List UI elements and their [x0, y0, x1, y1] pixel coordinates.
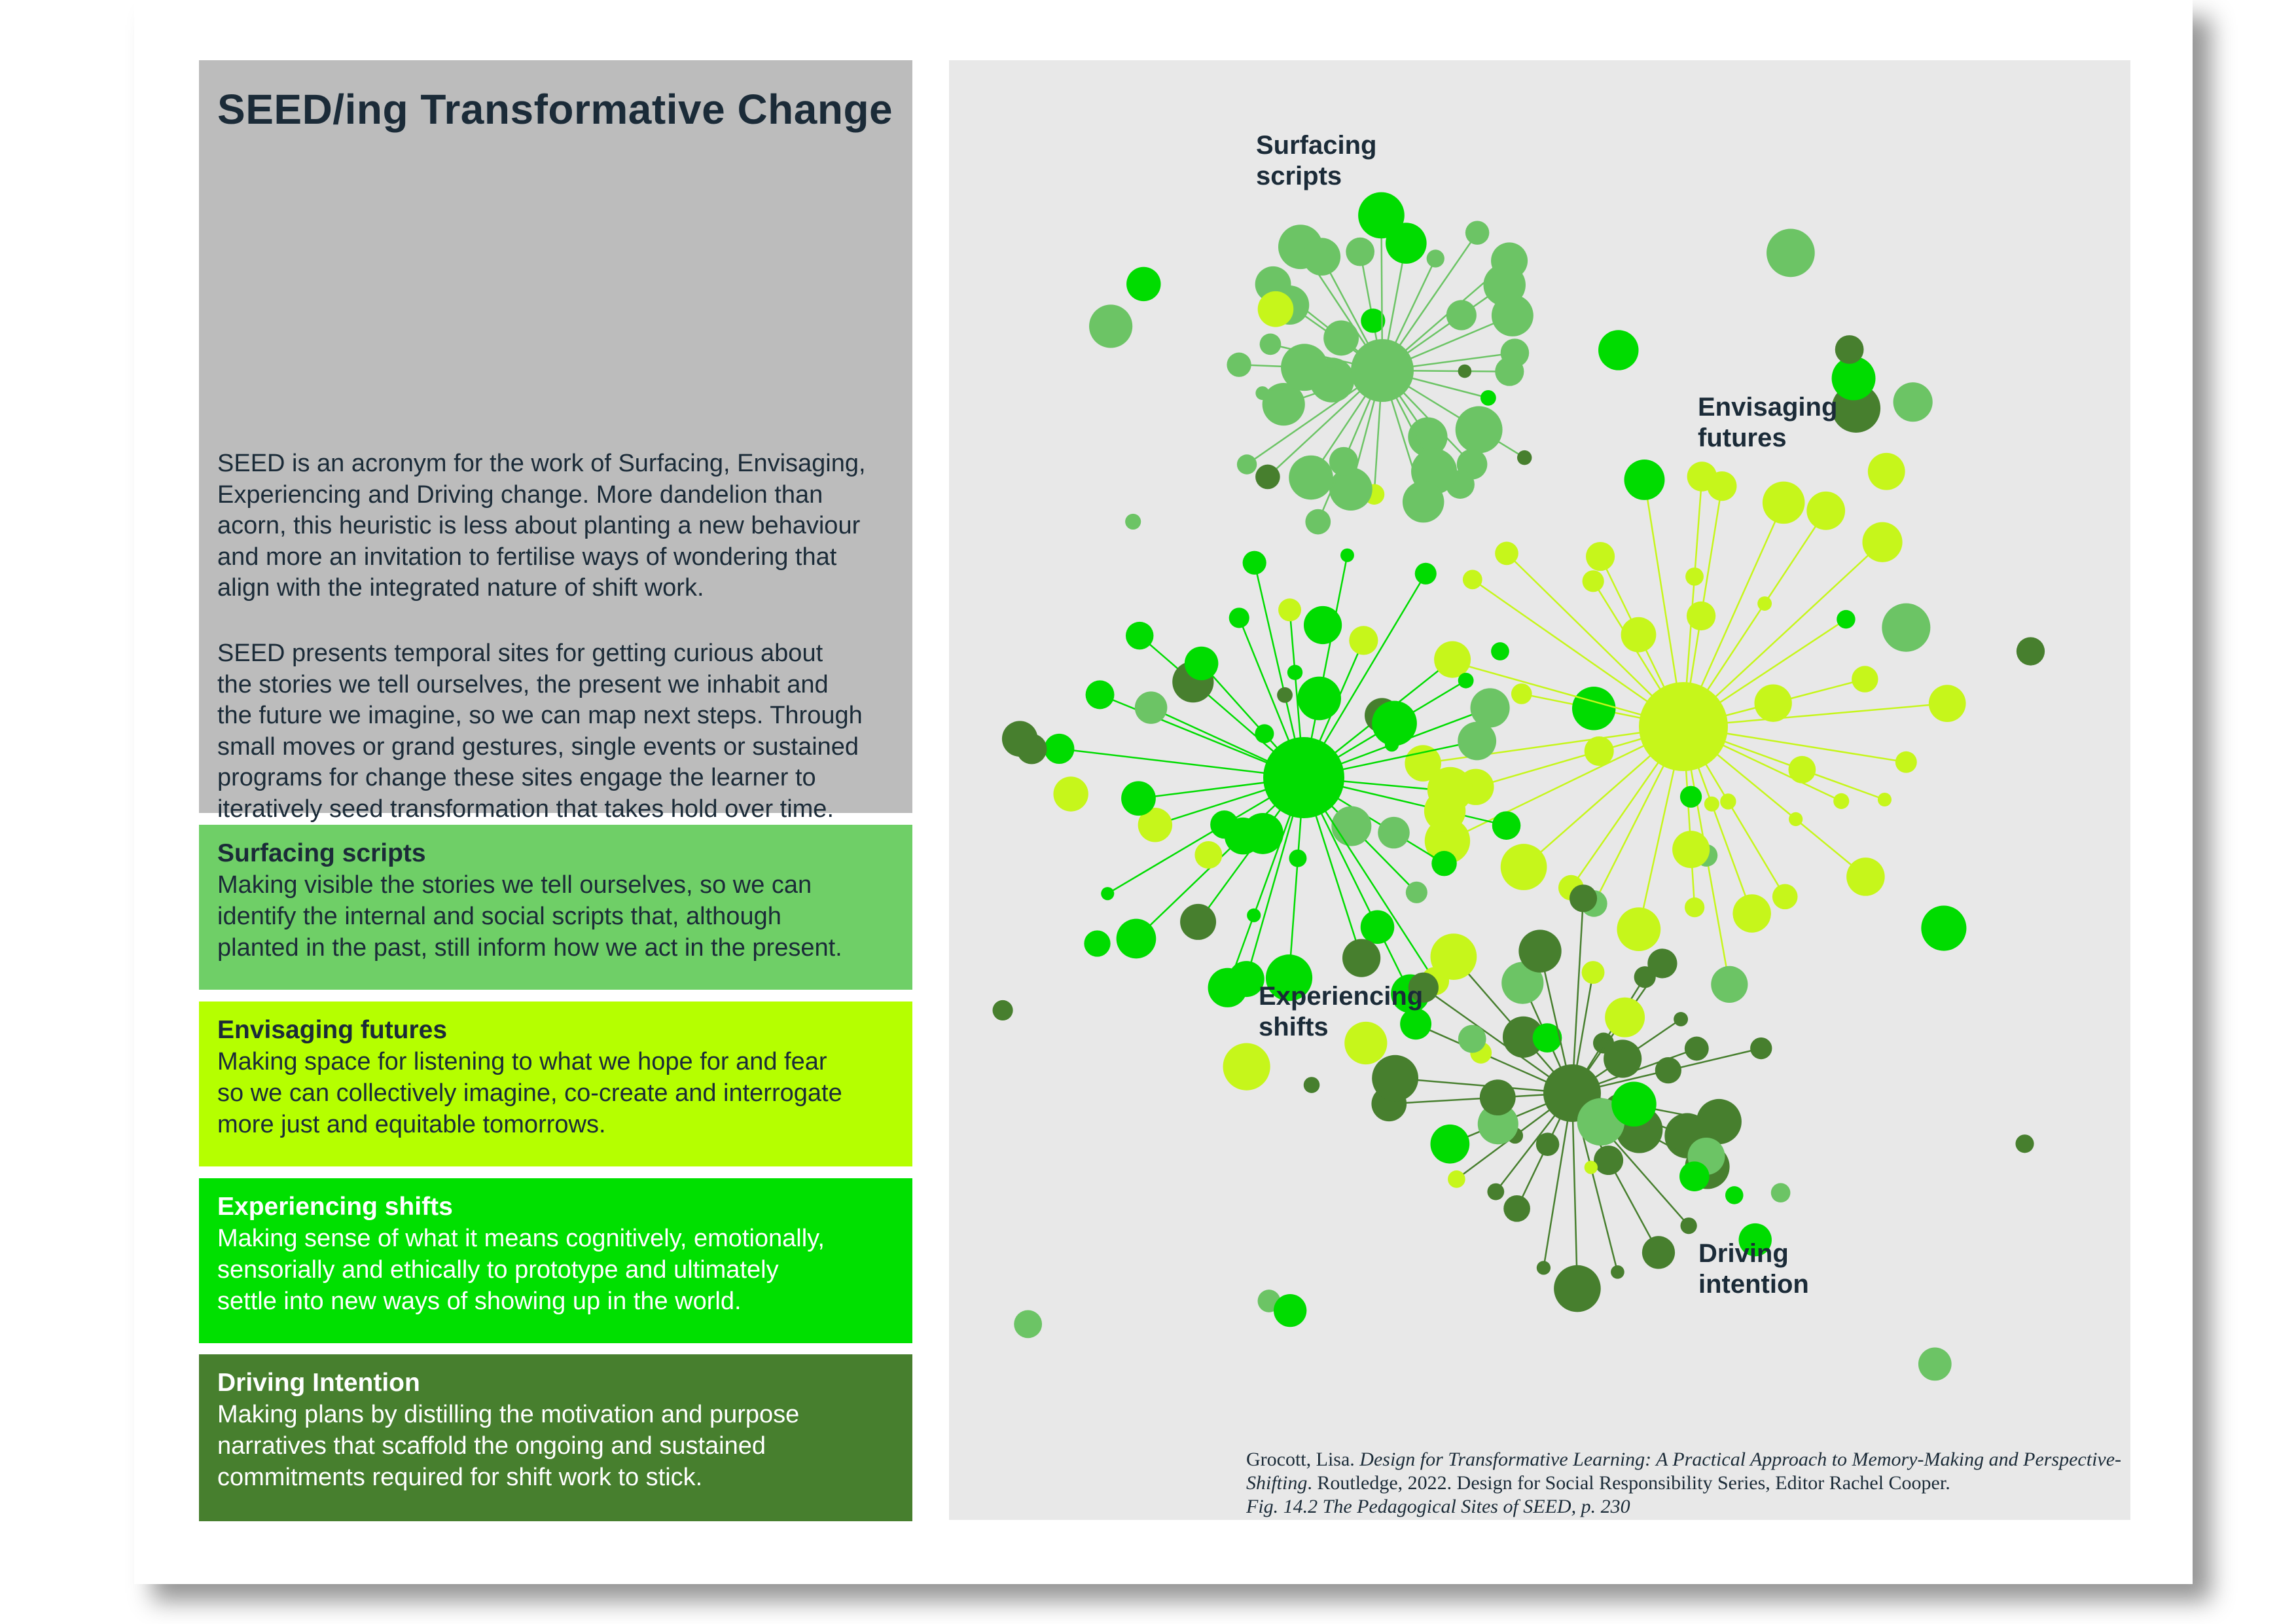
seed-dot: [1672, 831, 1710, 868]
seed-dot: [1260, 334, 1282, 355]
stray-seed-dot: [1084, 930, 1110, 956]
seed-dot: [1434, 641, 1471, 678]
stray-seed-dot: [1491, 642, 1509, 660]
label-driving-intention: Driving intention: [1698, 1239, 1809, 1299]
seed-dot: [1281, 344, 1328, 391]
seed-dot: [1511, 683, 1532, 704]
seed-dot: [1458, 365, 1472, 378]
seed-dot: [1329, 447, 1358, 476]
intro-paragraph-2: SEED presents temporal sites for getting curious about the stories we tell ourselves, the present we inhabit and the future we imagine, so we can map next steps. Through small moves or grand gestures, single events or sustained programs for change these sites engage the learner to iteratively seed transformation that takes hold over time.: [217, 640, 863, 823]
site-card-surfacing: [199, 825, 912, 990]
seed-dot: [1346, 238, 1374, 266]
stray-seed-dot: [1258, 291, 1294, 327]
seed-dot: [1448, 1170, 1465, 1188]
stray-seed-dot: [1868, 453, 1905, 490]
seed-dot: [1361, 910, 1395, 944]
seed-dot: [1243, 551, 1266, 575]
seed-dot: [1754, 684, 1791, 721]
seed-dot: [1617, 907, 1660, 951]
label-surfacing-scripts: Surfacing scripts: [1256, 131, 1377, 190]
seed-dot: [1711, 966, 1748, 1003]
stray-seed-dot: [2017, 637, 2045, 665]
stray-seed-dot: [1002, 721, 1038, 757]
seed-dot: [1492, 811, 1521, 840]
seed-dot: [1674, 1012, 1688, 1026]
seed-dot: [1386, 223, 1427, 264]
site-heading: Surfacing scripts: [217, 839, 426, 867]
site-body: Making sense of what it means cognitively, emotionally, sensorially and ethically to prototype and ultimately settle into new ways of showing up in the world.: [217, 1225, 825, 1315]
seed-dot: [1227, 353, 1251, 377]
seed-dot: [1121, 781, 1156, 816]
seed-dot: [1349, 626, 1378, 655]
seed-dot: [1685, 1037, 1709, 1061]
seed-dot: [1229, 607, 1249, 628]
seed-dot: [1431, 933, 1477, 980]
seed-dot: [1582, 961, 1605, 984]
seed-dot: [1647, 948, 1677, 978]
seed-dot: [1501, 844, 1547, 890]
stray-seed-dot: [1771, 1183, 1791, 1202]
dandelion-svg: [949, 60, 2130, 1520]
seed-dot: [1342, 939, 1380, 977]
seed-dot: [1403, 481, 1444, 523]
stray-seed-dot: [1680, 786, 1702, 808]
seed-dot: [1430, 1125, 1469, 1164]
site-heading: Driving Intention: [217, 1369, 420, 1397]
stray-seed-dot: [1194, 841, 1222, 869]
seed-dot: [1594, 1146, 1623, 1175]
seed-dot: [1585, 1161, 1598, 1174]
seed-dot: [1255, 386, 1269, 400]
stray-seed-dot: [1725, 1186, 1744, 1204]
seed-dot: [1763, 482, 1805, 524]
seed-dot: [1237, 454, 1257, 474]
seed-dot: [1495, 542, 1518, 566]
stray-seed-dot: [1921, 905, 1966, 950]
stray-seed-dot: [1893, 382, 1933, 422]
citation-title: Design for Transformative Learning: A Practical Approach to Memory-Making and Perspective-Shifting: [1246, 1449, 2122, 1494]
stray-seed-dot: [1053, 776, 1088, 811]
stray-seed-dot: [1598, 330, 1638, 370]
seed-dot: [1372, 1055, 1418, 1102]
site-heading: Experiencing shifts: [217, 1193, 453, 1221]
seed-dot: [1210, 810, 1238, 839]
seed-dot: [1789, 812, 1803, 826]
site-heading: Envisaging futures: [217, 1016, 448, 1044]
citation-figure: Fig. 14.2 The Pedagogical Sites of SEED, p. 230: [1246, 1496, 1630, 1517]
intro-panel: [199, 60, 912, 823]
seed-dot: [1086, 680, 1115, 709]
seed-dot: [1570, 884, 1597, 912]
seed-dot: [1895, 751, 1917, 773]
seed-dot: [1278, 598, 1301, 621]
seed-dot: [1277, 687, 1293, 703]
seed-dot: [1687, 602, 1715, 630]
seed-dot: [1611, 1265, 1624, 1279]
seed-dot: [1117, 919, 1157, 959]
site-body: Making space for listening to what we hope for and fear so we can collectively imagine, co-create and interrogate more just and equitable tomorrows.: [217, 1048, 842, 1138]
seed-dot: [1806, 492, 1845, 530]
seed-dot: [1685, 568, 1704, 586]
seed-dot: [1340, 549, 1354, 562]
seed-dot: [1518, 929, 1561, 972]
site-card-experiencing: [199, 1178, 912, 1343]
seed-dot: [1837, 610, 1855, 628]
stray-seed-dot: [1882, 604, 1930, 652]
seed-dot: [1385, 738, 1399, 751]
stray-seed-dot: [1014, 1310, 1042, 1338]
seed-dot: [1852, 666, 1878, 692]
stray-seed-dot: [1274, 1294, 1306, 1327]
seed-dot: [1480, 390, 1496, 406]
seed-dot: [1605, 998, 1645, 1038]
seed-dot: [1704, 797, 1719, 812]
stray-seed-dot: [1767, 229, 1815, 278]
spoke-line: [1572, 1093, 1577, 1289]
seed-dot: [1331, 806, 1371, 846]
seed-dot: [1297, 677, 1341, 721]
seed-dot: [1458, 673, 1474, 689]
seed-dot: [1583, 570, 1604, 592]
seed-dot: [1135, 691, 1168, 724]
stray-seed-dot: [2015, 1134, 2034, 1153]
seed-dot: [1289, 850, 1306, 867]
citation-author: Grocott, Lisa.: [1246, 1449, 1360, 1470]
seed-dot: [1846, 857, 1885, 896]
seed-dot: [1929, 685, 1966, 722]
stray-seed-dot: [1679, 1161, 1710, 1191]
seed-dot: [1305, 509, 1331, 535]
seed-dot: [1720, 793, 1736, 809]
stray-seed-dot: [1304, 1077, 1320, 1093]
seed-dot: [1302, 238, 1340, 276]
seed-dot: [1446, 300, 1477, 330]
seed-dot: [1287, 665, 1302, 680]
seed-dot: [1415, 563, 1437, 585]
seed-dot: [1487, 1183, 1504, 1200]
hub-experiencing: [1263, 737, 1344, 818]
seed-dot: [1427, 249, 1444, 267]
seed-dot: [1685, 897, 1704, 917]
seed-dot: [1878, 793, 1892, 806]
seed-dot: [1289, 456, 1333, 500]
stray-seed-dot: [1125, 514, 1141, 530]
seed-dot: [1465, 221, 1489, 244]
seed-dot: [1255, 465, 1280, 490]
site-body: Making visible the stories we tell ourselves, so we can identify the internal and social scripts that, although planted in the past, still inform how we act in the present.: [217, 871, 842, 962]
site-card-envisaging: [199, 1001, 912, 1166]
stray-seed-dot: [1611, 1082, 1656, 1127]
seed-dot: [1463, 569, 1482, 589]
seed-dot: [1492, 295, 1534, 336]
seed-dot: [1833, 793, 1849, 809]
seed-dot: [1480, 1079, 1516, 1115]
label-experiencing-shifts: Experiencing shifts: [1259, 982, 1424, 1041]
intro-paragraph-1: SEED is an acronym for the work of Surfacing, Envisaging, Experiencing and Driving change. More dandelion than acorn, this heuristic is less about planting a new behaviour and more an invitation to fertilise ways of wondering that align with the integrated nature of shift work.: [217, 450, 866, 602]
stray-seed-dot: [1427, 767, 1473, 812]
seed-dot: [1456, 406, 1503, 454]
seed-dot: [1572, 687, 1615, 730]
stray-seed-dot: [1458, 1025, 1486, 1053]
stray-seed-dot: [1126, 267, 1160, 301]
seed-dot: [1681, 1218, 1697, 1234]
seed-dot: [1862, 522, 1902, 562]
seed-dot: [1750, 1038, 1772, 1059]
seed-dot: [1501, 338, 1530, 367]
seed-dot: [1255, 724, 1274, 743]
seed-dot: [1406, 882, 1427, 903]
citation-publisher: . Routledge, 2022. Design for Social Responsibility Series, Editor Rachel Cooper.: [1307, 1472, 1950, 1494]
seed-dot: [1772, 884, 1798, 910]
seed-dot: [1208, 968, 1247, 1007]
seed-dot: [1586, 542, 1615, 571]
seed-dot: [1431, 851, 1457, 876]
stray-seed-dot: [1918, 1348, 1952, 1381]
seed-dot: [1378, 817, 1409, 848]
seed-dot: [1471, 688, 1510, 727]
seed-dot: [1788, 756, 1816, 784]
seed-dot: [1101, 887, 1114, 900]
stray-seed-dot: [1089, 304, 1132, 348]
seed-dot: [1180, 904, 1216, 940]
seed-dot: [1642, 1236, 1675, 1269]
seed-dot: [1757, 596, 1772, 611]
site-card-driving: [199, 1354, 912, 1521]
site-body: Making plans by distilling the motivation and purpose narratives that scaffold the ongoing and sustained commitments required for shift work to stick.: [217, 1401, 800, 1491]
seed-dot: [1655, 1057, 1681, 1083]
seed-dot: [1247, 909, 1261, 922]
seed-dot: [1707, 471, 1736, 501]
seed-dot: [1537, 1261, 1551, 1274]
hub-surfacing: [1351, 339, 1414, 402]
label-envisaging-futures: Envisaging futures: [1698, 393, 1838, 452]
seed-dot: [1604, 1039, 1641, 1077]
seed-dot: [1126, 622, 1153, 649]
seed-dot: [1517, 450, 1532, 465]
seed-dot: [1503, 1195, 1530, 1222]
stray-seed-dot: [1223, 1043, 1270, 1090]
page-title: SEED/ing Transformative Change: [217, 86, 893, 133]
stray-seed-dot: [1835, 335, 1864, 364]
stray-seed-dot: [992, 1000, 1013, 1020]
dandelion-diagram: [949, 60, 2130, 1520]
citation: [1246, 1448, 2123, 1519]
hub-envisaging: [1639, 682, 1728, 771]
seed-dot: [1732, 894, 1770, 932]
seed-dot: [1585, 736, 1614, 766]
seed-dot: [1624, 460, 1665, 500]
seed-dot: [1458, 722, 1496, 761]
seed-dot: [1621, 617, 1657, 653]
seed-dot: [1185, 647, 1219, 681]
seed-dot: [1554, 1265, 1601, 1312]
stray-seed-dot: [1304, 606, 1342, 644]
seed-dot: [1044, 734, 1074, 764]
